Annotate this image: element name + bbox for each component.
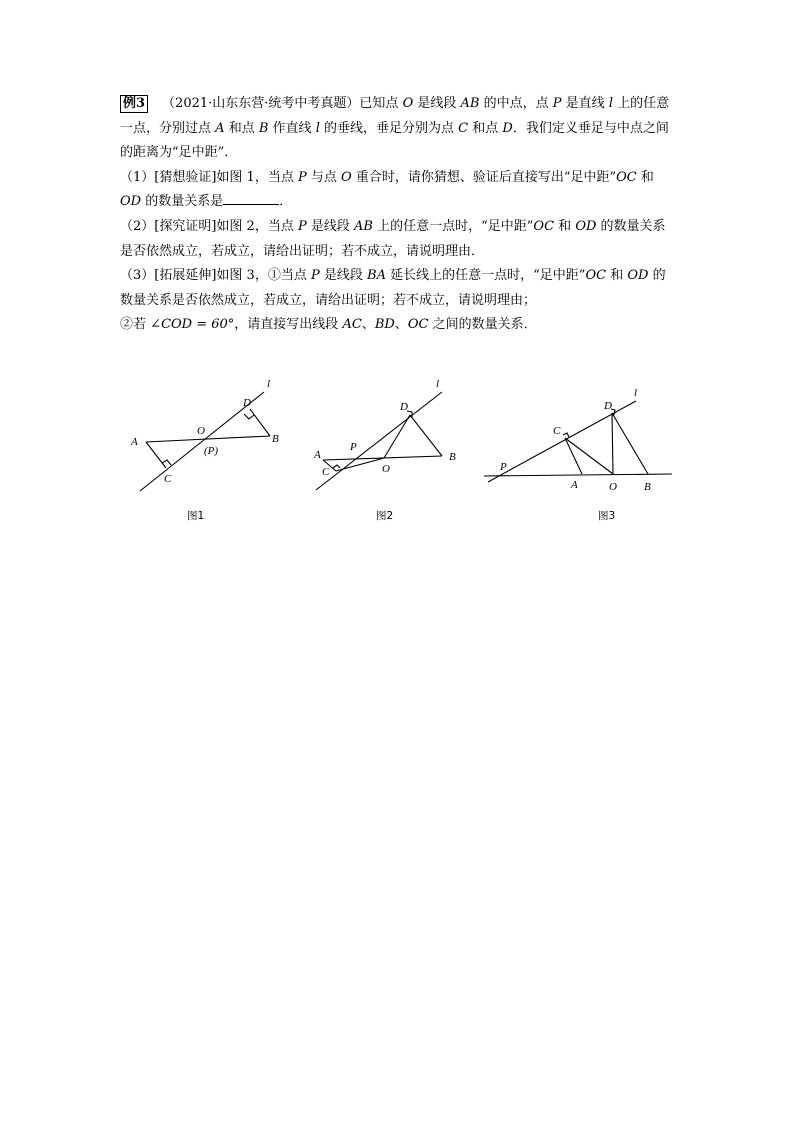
fig2-label-d: D — [400, 401, 408, 413]
fig3-line-pb — [484, 474, 672, 476]
fig3-segment-co — [565, 438, 613, 474]
fig3-label-l: l — [634, 387, 638, 399]
fig1-label-o: O — [197, 425, 205, 437]
fig2-segment-do — [384, 415, 410, 458]
fig3-perp-bd — [612, 413, 648, 474]
fig2-right-angle-c — [333, 465, 340, 468]
fig3-label-c: C — [553, 425, 561, 437]
fig2-label-c: C — [322, 466, 330, 478]
fig2-label-l: l — [436, 378, 440, 390]
figures-svg — [120, 372, 680, 527]
fig1-label-c: C — [164, 473, 172, 485]
example-label: 例3 — [120, 95, 148, 113]
fig3-perp-ac — [565, 438, 582, 474]
fig1-label-a: A — [131, 436, 138, 448]
figure-3 — [484, 401, 672, 482]
fig3-label-a: A — [571, 479, 578, 491]
fig2-caption: 图2 — [376, 510, 394, 522]
fig2-label-p: P — [350, 441, 357, 453]
fig3-line-l — [488, 401, 636, 482]
fig2-label-a: A — [314, 449, 321, 461]
fig1-caption: 图1 — [187, 510, 205, 522]
question-2: （2）[探究证明]如图 2，当点 P 是线段 AB 上的任意一点时，“足中距”OC 和 OD 的数量关系是否依然成立，若成立，请给出证明；若不成立，请说明理由． — [120, 218, 666, 259]
fig1-label-l: l — [267, 378, 271, 390]
fig2-perp-bd — [410, 415, 442, 456]
fig3-segment-do — [612, 413, 613, 474]
figure-2 — [316, 392, 442, 490]
fig1-perp-ac — [146, 442, 166, 468]
fig2-line-l — [316, 392, 442, 490]
fig1-perp-bd — [250, 409, 270, 436]
fig2-label-b: B — [449, 451, 456, 463]
fig1-right-angle-d — [244, 414, 254, 419]
figures — [120, 372, 680, 527]
fig3-caption: 图3 — [598, 510, 616, 522]
question-1: （1）[猜想验证]如图 1，当点 P 与点 O 重合时，请你猜想、验证后直接写出“足中距”OC 和 OD 的数量关系是 ． — [120, 169, 654, 210]
fig2-segment-co — [336, 458, 384, 471]
fig3-label-o: O — [609, 481, 617, 493]
fig3-label-b: B — [644, 481, 651, 493]
fig3-right-angle-c — [563, 433, 569, 437]
fig1-label-b: B — [272, 433, 279, 445]
fig1-label-d: D — [243, 397, 251, 409]
answer-blank[interactable] — [223, 191, 279, 205]
fig3-label-d: D — [604, 400, 612, 412]
problem-intro: 例3 （2021·山东东营·统考中考真题）已知点 O 是线段 AB 的中点，点 P 是直线 l 上的任意一点，分别过点 A 和点 B 作直线 l 的垂线，垂足分别为点 C 和点 D．我们定义垂足与中点之间的距离为“足中距”． — [120, 96, 670, 161]
fig1-label-p: (P) — [204, 445, 219, 457]
fig3-label-p: P — [500, 461, 507, 473]
question-3: （3）[拓展延伸]如图 3，①当点 P 是线段 BA 延长线上的任意一点时，“足中距”OC 和 OD 的数量关系是否依然成立，若成立，请给出证明；若不成立，请说明理由； — [120, 268, 666, 308]
fig2-label-o: O — [382, 463, 390, 475]
question-3-part-2: ②若 ∠COD = 60°，请直接写出线段 AC、BD、OC 之间的数量关系． — [120, 317, 537, 333]
problem-text — [120, 92, 676, 338]
